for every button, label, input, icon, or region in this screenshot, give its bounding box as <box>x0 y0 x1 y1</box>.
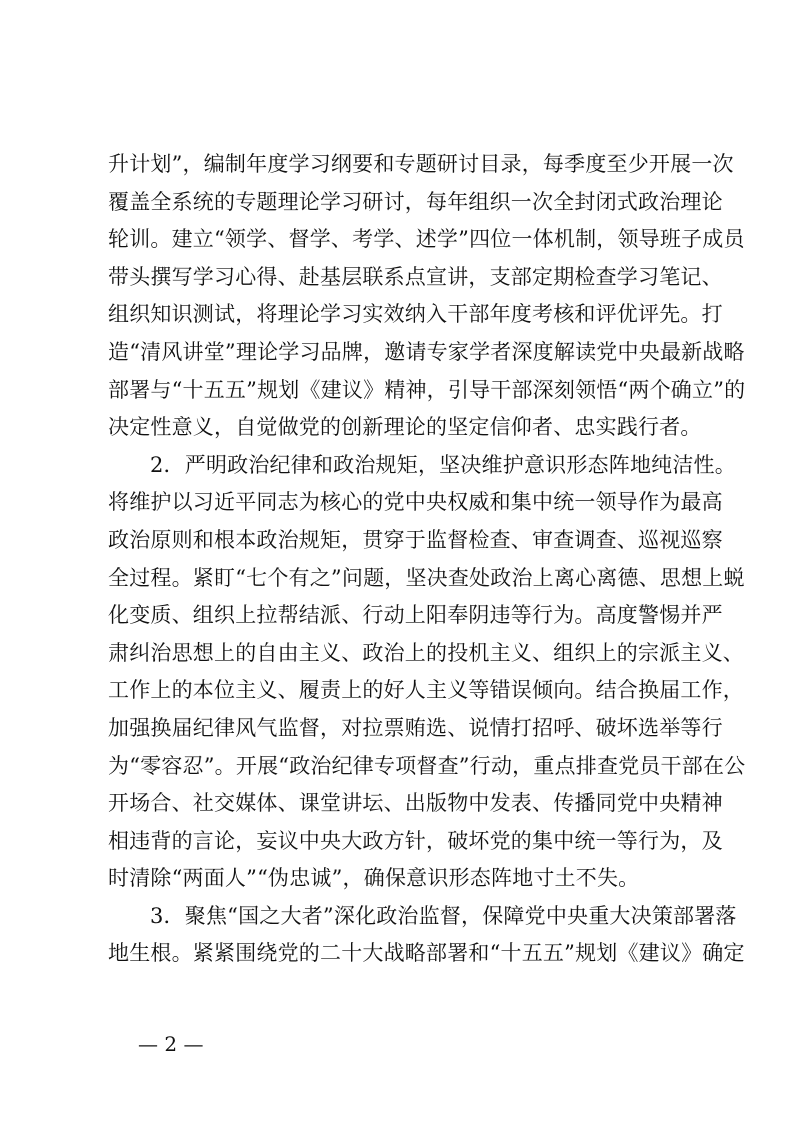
paragraph <box>108 447 746 898</box>
text-line: 带头撰写学习心得、赴基层联系点宣讲，支部定期检查学习笔记、 <box>108 264 723 289</box>
text-line: 造“清风讲堂”理论学习品牌，邀请专家学者深度解读党中央最新战略 <box>108 339 745 364</box>
text-line: 加强换届纪律风气监督，对拉票贿选、说情打招呼、破坏选举等行 <box>108 715 723 740</box>
text-line: 地生根。紧紧围绕党的二十大战略部署和“十五五”规划《建议》确定 <box>108 941 745 966</box>
text-line: 将维护以习近平同志为核心的党中央权威和集中统一领导作为最高 <box>108 490 723 515</box>
text-line: 开场合、社交媒体、课堂讲坛、出版物中发表、传播同党中央精神 <box>108 791 723 816</box>
text-line: 升计划”，编制年度学习纲要和专题研讨目录，每季度至少开展一次 <box>108 152 734 176</box>
document-body <box>108 146 746 973</box>
paragraph <box>108 898 745 973</box>
text-line: 组织知识测试，将理论学习实效纳入干部年度考核和评优评先。打 <box>108 302 723 327</box>
paragraph-heading-line: 3．聚焦“国之大者”深化政治监督，保障党中央重大决策部署落 <box>150 903 737 928</box>
text-line: 决定性意义，自觉做党的创新理论的坚定信仰者、忠实践行者。 <box>108 415 702 440</box>
text-line: 部署与“十五五”规划《建议》精神，引导干部深刻领悟“两个确立”的 <box>108 377 746 402</box>
page-number: — 2 — <box>138 1032 204 1056</box>
text-line: 覆盖全系统的专题理论学习研讨，每年组织一次全封闭式政治理论 <box>108 189 723 214</box>
text-line: 相违背的言论，妄议中央大政方针，破坏党的集中统一等行为，及 <box>108 828 723 853</box>
text-line: 全过程。紧盯“七个有之”问题，坚决查处政治上离心离德、思想上蜕 <box>108 565 745 590</box>
text-line: 轮训。建立“领学、督学、考学、述学”四位一体机制，领导班子成员 <box>108 227 745 252</box>
text-line: 化变质、组织上拉帮结派、行动上阳奉阴违等行为。高度警惕并严 <box>108 603 723 628</box>
text-line: 时清除“两面人”“伪忠诚”，确保意识形态阵地寸土不失。 <box>108 866 640 891</box>
paragraph-heading-line: 2．严明政治纪律和政治规矩，坚决维护意识形态阵地纯洁性。 <box>150 452 736 477</box>
text-line: 肃纠治思想上的自由主义、政治上的投机主义、组织上的宗派主义、 <box>108 640 744 665</box>
text-line: 工作上的本位主义、履责上的好人主义等错误倾向。结合换届工作， <box>108 678 744 703</box>
text-line: 政治原则和根本政治规矩，贯穿于监督检查、审查调查、巡视巡察 <box>108 527 723 552</box>
text-line: 为“零容忍”。开展“政治纪律专项督查”行动，重点排查党员干部在公 <box>108 753 746 778</box>
paragraph <box>108 146 746 447</box>
